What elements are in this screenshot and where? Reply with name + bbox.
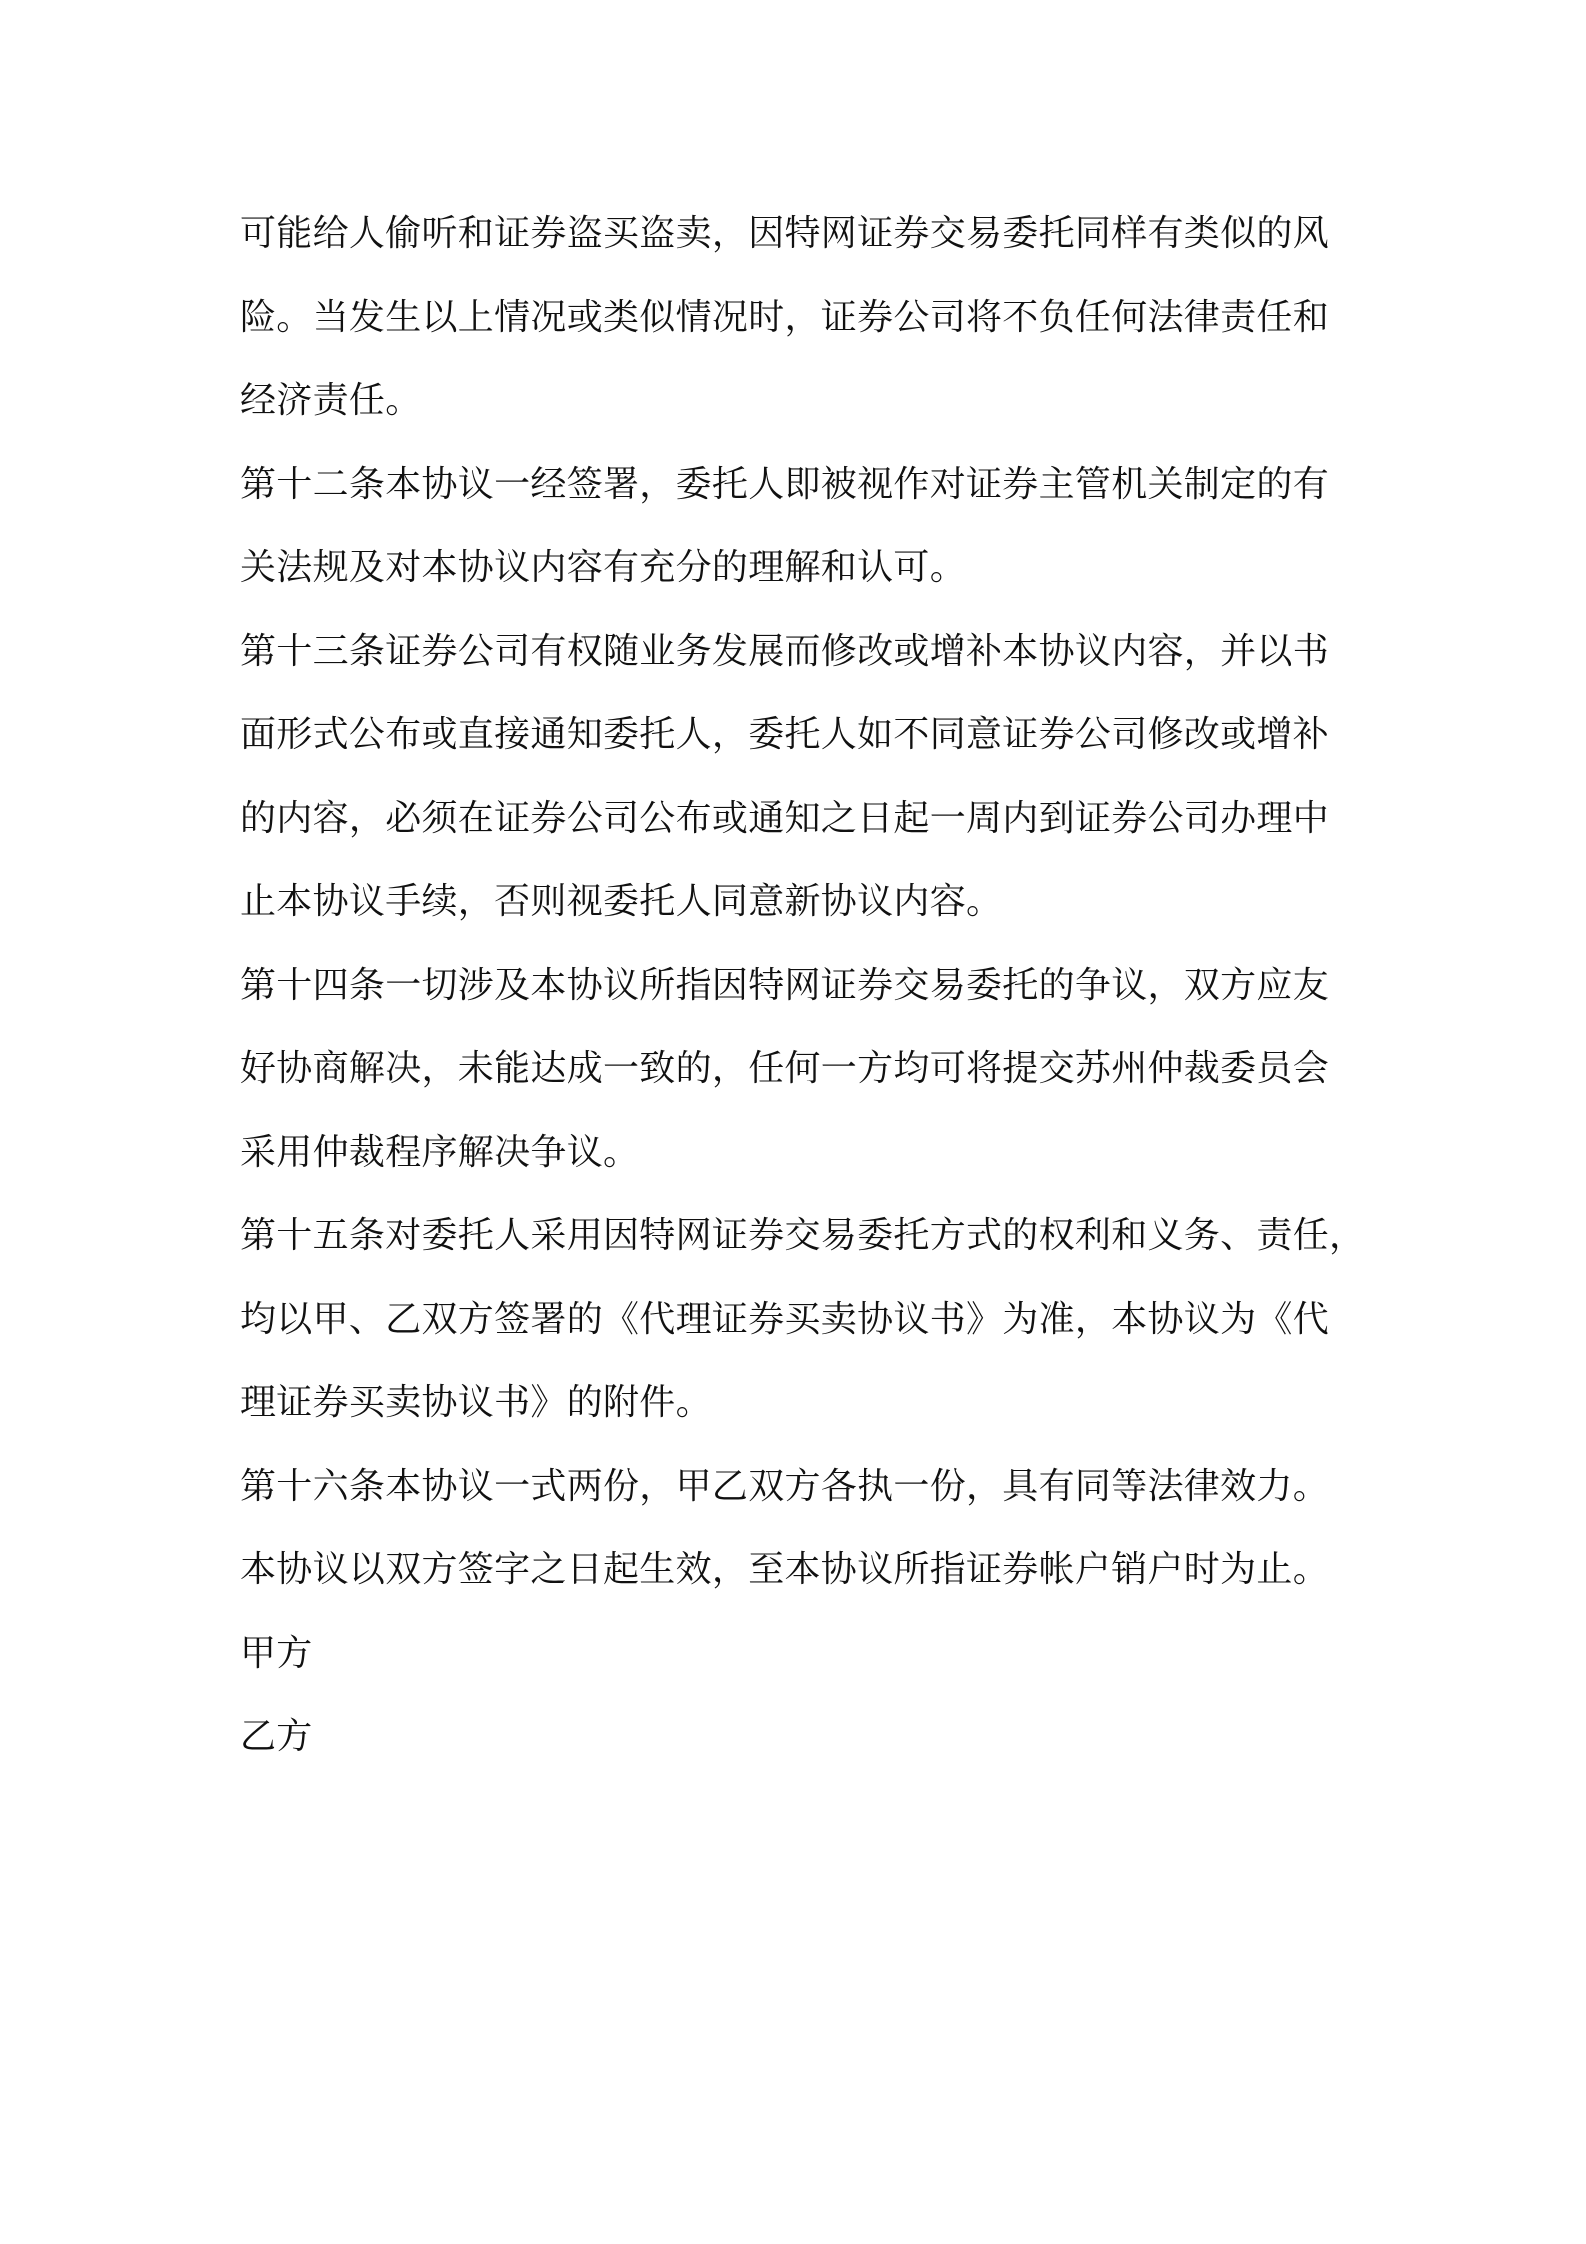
article-14-line: 第十四条一切涉及本协议所指因特网证券交易委托的争议，双方应友: [240, 964, 1330, 1006]
article-12-line: 第十二条本协议一经签署，委托人即被视作对证券主管机关制定的有: [240, 463, 1330, 505]
text-line: 险。当发生以上情况或类似情况时，证券公司将不负任何法律责任和: [240, 296, 1330, 338]
text-line: 的内容，必须在证券公司公布或通知之日起一周内到证券公司办理中: [240, 797, 1330, 839]
text-line: 关法规及对本协议内容有充分的理解和认可。: [240, 547, 967, 588]
party-a-label: 甲方: [240, 1632, 313, 1674]
text-line: 均以甲、乙双方签署的《代理证券买卖协议书》为准，本协议为《代: [240, 1298, 1330, 1340]
text-line: 可能给人偷听和证券盗买盗卖，因特网证券交易委托同样有类似的风: [240, 213, 1330, 254]
text-line: 本协议以双方签字之日起生效，至本协议所指证券帐户销户时为止。: [240, 1549, 1330, 1590]
text-line: 好协商解决，未能达成一致的，任何一方均可将提交苏州仲裁委员会: [240, 1048, 1330, 1089]
article-16-line: 第十六条本协议一式两份，甲乙双方各执一份，具有同等法律效力。: [240, 1465, 1330, 1507]
text-line: 理证券买卖协议书》的附件。: [240, 1382, 712, 1423]
text-line: 面形式公布或直接通知委托人，委托人如不同意证券公司修改或增补: [240, 714, 1330, 755]
document-body: [240, 192, 1366, 1779]
text-line: 止本协议手续，否则视委托人同意新协议内容。: [240, 881, 1003, 922]
text-line: 采用仲裁程序解决争议。: [240, 1131, 640, 1173]
article-15-line: 第十五条对委托人采用因特网证券交易委托方式的权利和义务、责任，: [240, 1215, 1366, 1256]
text-line: 经济责任。: [240, 380, 422, 421]
article-13-line: 第十三条证券公司有权随业务发展而修改或增补本协议内容，并以书: [240, 630, 1330, 672]
party-b-label: 乙方: [240, 1716, 313, 1757]
